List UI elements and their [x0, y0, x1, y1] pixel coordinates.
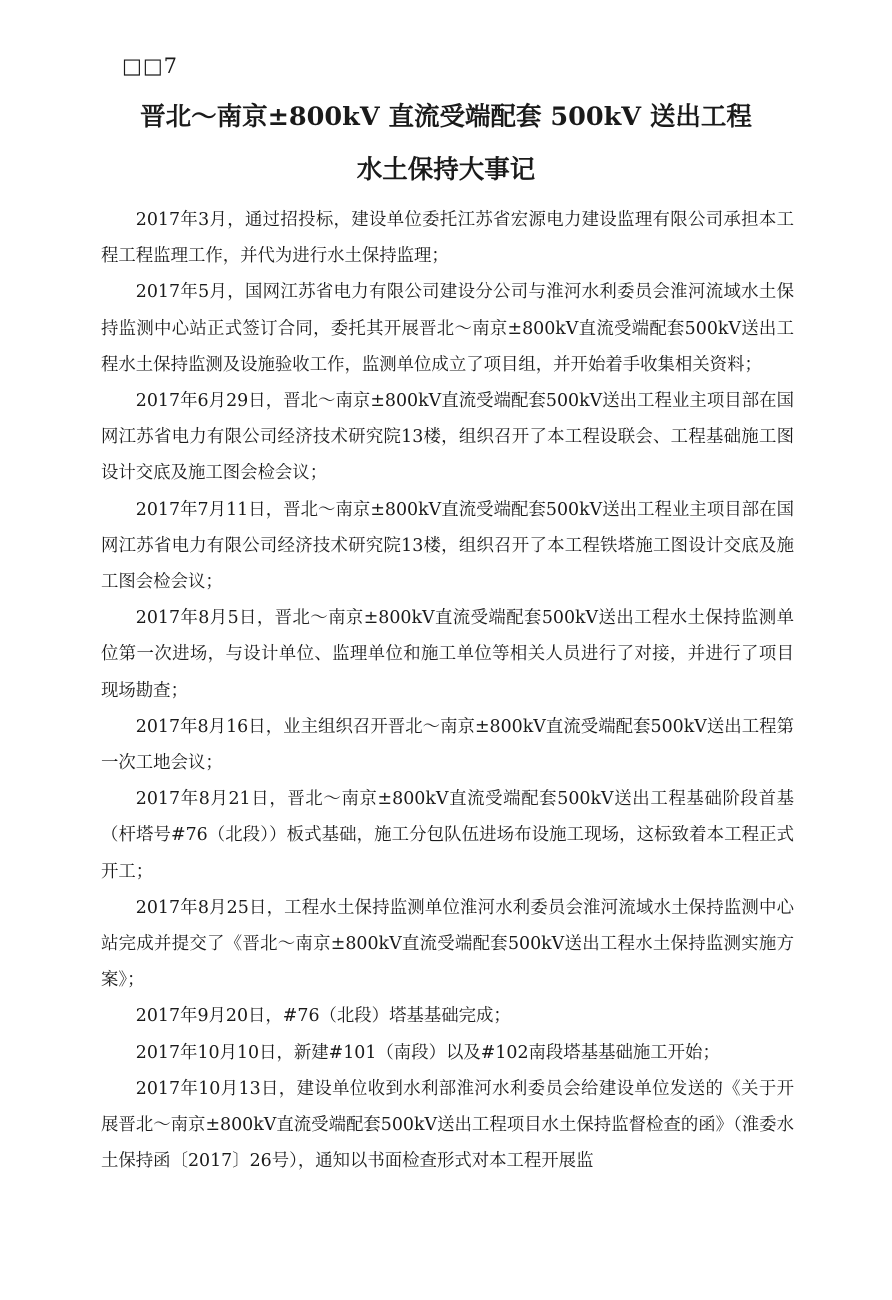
document-body [101, 202, 794, 1179]
paragraph-2017-05: 2017年5月，国网江苏省电力有限公司建设分公司与淮河水利委员会淮河流域水土保持监测中心站正式签订合同，委托其开展晋北～南京±800kV直流受端配套500kV送出工程水土保持监测及设施验收工作，监测单位成立了项目组，并开始着手收集相关资料； [101, 282, 794, 375]
paragraph-2017-03: 2017年3月，通过招投标，建设单位委托江苏省宏源电力建设监理有限公司承担本工程工程监理工作，并代为进行水土保持监理； [101, 210, 794, 267]
paragraph-2017-10-13: 2017年10月13日，建设单位收到水利部淮河水利委员会给建设单位发送的《关于开展晋北～南京±800kV直流受端配套500kV送出工程项目水土保持监督检查的函》（淮委水土保持函〔2017〕26号），通知以书面检查形式对本工程开展监 [101, 1078, 794, 1172]
attachment-label: □□7 [122, 54, 179, 78]
paragraph-2017-08-25: 2017年8月25日，工程水土保持监测单位淮河水利委员会淮河流域水土保持监测中心站完成并提交了《晋北～南京±800kV直流受端配套500kV送出工程水土保持监测实施方案》； [101, 897, 794, 991]
paragraph-2017-08-16: 2017年8月16日，业主组织召开晋北～南京±800kV直流受端配套500kV送出工程第一次工地会议； [101, 716, 794, 774]
paragraph-2017-07-11: 2017年7月11日，晋北～南京±800kV直流受端配套500kV送出工程业主项目部在国网江苏省电力有限公司经济技术研究院13楼，组织召开了本工程铁塔施工图设计交底及施工图会检会议； [101, 499, 794, 593]
paragraph-2017-09-20: 2017年9月20日，#76（北段）塔基基础完成； [135, 1006, 511, 1027]
paragraph-2017-08-05: 2017年8月5日，晋北～南京±800kV直流受端配套500kV送出工程水土保持监测单位第一次进场，与设计单位、监理单位和施工单位等相关人员进行了对接，并进行了项目现场勘查； [101, 608, 794, 701]
paragraph-2017-10-10: 2017年10月10日，新建#101（南段）以及#102南段塔基基础施工开始； [135, 1042, 720, 1063]
paragraph-2017-06-29: 2017年6月29日，晋北～南京±800kV直流受端配套500kV送出工程业主项目部在国网江苏省电力有限公司经济技术研究院13楼，组织召开了本工程设联会、工程基础施工图设计交底及施工图会检会议； [101, 391, 794, 484]
document-title-line-2: 水土保持大事记 [356, 155, 536, 185]
document-title-line-1: 晋北～南京±800kV 直流受端配套 500kV 送出工程 [140, 102, 752, 132]
paragraph-2017-08-21: 2017年8月21日，晋北～南京±800kV直流受端配套500kV送出工程基础阶段首基（杆塔号#76（北段））板式基础，施工分包队伍进场布设施工现场，这标致着本工程正式开工； [101, 789, 794, 882]
